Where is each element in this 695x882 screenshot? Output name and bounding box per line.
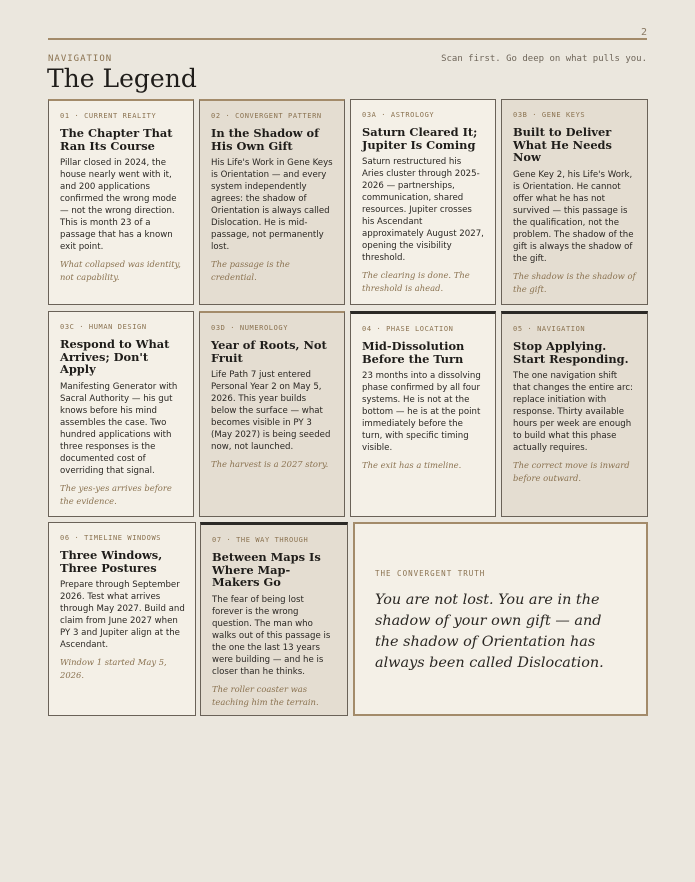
card-title: The Chapter That Ran Its Course	[60, 126, 173, 153]
card-convergent-pattern	[199, 99, 345, 305]
card-title: In the Shadow of His Own Gift	[211, 126, 320, 153]
card-body: The one navigation shift that changes the entire arc: replace initiation with response. Thirty available hours per week are enough to build what this phase actually requires.	[513, 371, 633, 454]
card-numerology	[199, 311, 345, 517]
card-phase-location	[350, 311, 496, 517]
card-title: Stop Applying. Start Responding.	[513, 339, 629, 366]
card-astrology	[350, 99, 496, 305]
card-title: Saturn Cleared It; Jupiter Is Coming	[362, 125, 478, 152]
page-number: 2	[640, 27, 647, 38]
top-rule	[48, 38, 647, 40]
card-body: His Life's Work in Gene Keys is Orientation — and every system independently agrees: the shadow of Orientation is always called Dislocation. He is mid-passage, not permanently lost.	[211, 158, 333, 253]
card-body: 23 months into a dissolving phase confirmed by all four systems. He is not at the bottom — he is at the point immediately before the turn, with specific timing visible.	[362, 371, 481, 454]
card-note: The passage is the credential.	[211, 259, 290, 283]
card-the-way-through	[200, 522, 348, 716]
card-note: The yes-yes arrives before the evidence.	[60, 482, 172, 506]
tagline: Scan first. Go deep on what pulls you.	[441, 54, 647, 64]
card-note: The roller coaster was teaching him the terrain.	[212, 683, 319, 707]
card-note: The exit has a timeline.	[362, 460, 462, 471]
page-title: The Legend	[47, 64, 197, 93]
card-code: 03A · ASTROLOGY	[362, 111, 435, 119]
card-code: 07 · THE WAY THROUGH	[212, 536, 309, 544]
section-eyebrow: NAVIGATION	[48, 54, 113, 64]
card-body: Life Path 7 just entered Personal Year 2 on May 5, 2026. This year builds below the surface — what becomes visible in PY 3 (May 2027) is being seeded now, not launched.	[211, 370, 331, 453]
card-body: Gene Key 2, his Life's Work, is Orientation. He cannot offer what he has not survived — this passage is the qualification, not the problem. The shadow of the gift is always the shadow of the gift.	[513, 169, 634, 264]
card-title: Three Windows, Three Postures	[60, 548, 163, 575]
card-note: The shadow is the shadow of the gift.	[513, 270, 636, 294]
truth-statement: You are not lost. You are in the shadow of your own gift — and the shadow of Orientation has always been called Dislocation.	[375, 592, 604, 671]
card-note: What collapsed was identity, not capability.	[60, 259, 181, 283]
card-body: Manifesting Generator with Sacral Authority — his gut knows before his mind assembles the case. Two hundred applications with three responses is the documented cost of overriding that signal.	[60, 381, 178, 476]
card-code: 02 · CONVERGENT PATTERN	[211, 112, 322, 120]
card-title: Respond to What Arrives; Don't Apply	[60, 337, 170, 377]
card-code: 03C · HUMAN DESIGN	[60, 323, 147, 331]
card-code: 06 · TIMELINE WINDOWS	[60, 534, 162, 542]
card-human-design	[48, 311, 194, 517]
card-note: The harvest is a 2027 story.	[211, 459, 329, 470]
card-note: The correct move is inward before outward.	[513, 460, 630, 484]
card-body: The fear of being lost forever is the wrong question. The man who walks out of this passage is the one the last 13 years were building — and he is closer than he thinks.	[212, 594, 331, 677]
card-code: 04 · PHASE LOCATION	[362, 325, 454, 333]
card-code: 05 · NAVIGATION	[513, 325, 586, 333]
card-body: Pillar closed in 2024, the house nearly went with it, and 200 applications confirmed the wrong mode — not the wrong direction. This is month 23 of a passage that has a known exit point.	[60, 158, 177, 253]
card-title: Built to Deliver What He Needs Now	[513, 125, 612, 165]
convergent-truth-panel	[353, 522, 648, 716]
card-body: Saturn restructured his Aries cluster through 2025-2026 — partnerships, communication, shared resources. Jupiter crosses his Ascendant approximately August 2027, opening the visibility threshold.	[362, 157, 484, 264]
card-body: Prepare through September 2026. Test what arrives through May 2027. Build and claim from June 2027 when PY 3 and Jupiter align at the Ascendant.	[60, 580, 185, 651]
card-note: The clearing is done. The threshold is ahead.	[362, 270, 470, 294]
card-gene-keys	[501, 99, 648, 305]
card-title: Between Maps Is Where Map-Makers Go	[212, 550, 321, 590]
card-timeline-windows	[48, 522, 196, 716]
card-title: Year of Roots, Not Fruit	[211, 338, 327, 365]
card-code: 01 · CURRENT REALITY	[60, 112, 157, 120]
card-title: Mid-Dissolution Before the Turn	[362, 339, 465, 366]
card-current-reality	[48, 99, 194, 305]
card-code: 03D · NUMEROLOGY	[211, 324, 289, 332]
truth-eyebrow: THE CONVERGENT TRUTH	[375, 569, 486, 578]
card-note: Window 1 started May 5, 2026.	[60, 657, 167, 681]
card-navigation	[501, 311, 648, 517]
card-code: 03B · GENE KEYS	[513, 111, 586, 119]
